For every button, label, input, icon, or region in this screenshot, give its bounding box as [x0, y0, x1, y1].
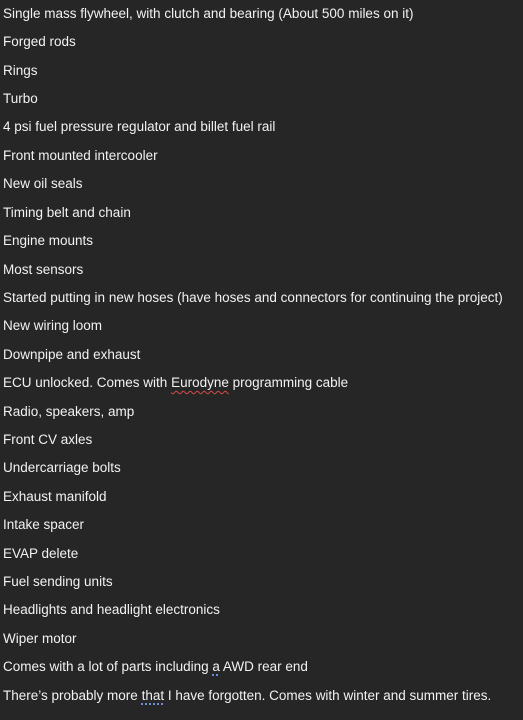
line-text: There’s probably more	[3, 688, 142, 703]
document-line[interactable]: New wiring loom	[3, 318, 103, 333]
document-line[interactable]: Downpipe and exhaust	[3, 347, 141, 362]
document-line[interactable]: Engine mounts	[3, 233, 94, 248]
document-line[interactable]: Intake spacer	[3, 517, 85, 532]
document-line[interactable]: Undercarriage bolts	[3, 460, 121, 475]
line-text: programming cable	[228, 375, 349, 390]
document-line[interactable]: Forged rods	[3, 34, 76, 49]
document-line[interactable]: Single mass flywheel, with clutch and bearing (About 500 miles on it)	[3, 6, 414, 21]
document-line[interactable]	[3, 658, 308, 676]
grammar-flagged-word[interactable]: that	[141, 688, 165, 703]
document-line[interactable]: Front CV axles	[3, 432, 93, 447]
line-text: I have forgotten. Comes with winter and summer tires.	[164, 688, 492, 703]
document-line[interactable]	[3, 374, 348, 392]
document-line[interactable]: EVAP delete	[3, 546, 79, 561]
document-line[interactable]: Turbo	[3, 91, 38, 106]
grammar-flagged-word[interactable]: a	[212, 659, 220, 674]
document-line[interactable]: Wiper motor	[3, 631, 77, 646]
document-line[interactable]: Rings	[3, 63, 38, 78]
document-line[interactable]: Timing belt and chain	[3, 205, 131, 220]
document-line[interactable]: Headlights and headlight electronics	[3, 602, 220, 617]
document-line[interactable]: New oil seals	[3, 176, 83, 191]
spelling-flagged-word[interactable]: Eurodyne	[171, 375, 229, 390]
document-line[interactable]	[3, 687, 491, 705]
line-text: Comes with a lot of parts including	[3, 659, 213, 674]
document-line[interactable]: 4 psi fuel pressure regulator and billet fuel rail	[3, 119, 276, 134]
document-line[interactable]: Started putting in new hoses (have hoses and connectors for continuing the project)	[3, 290, 503, 305]
line-text: AWD rear end	[219, 659, 308, 674]
document-line[interactable]: Radio, speakers, amp	[3, 404, 135, 419]
document-line[interactable]: Most sensors	[3, 262, 84, 277]
document-line[interactable]: Fuel sending units	[3, 574, 113, 589]
document-line[interactable]: Exhaust manifold	[3, 489, 107, 504]
document-line[interactable]: Front mounted intercooler	[3, 148, 158, 163]
line-text: ECU unlocked. Comes with	[3, 375, 172, 390]
